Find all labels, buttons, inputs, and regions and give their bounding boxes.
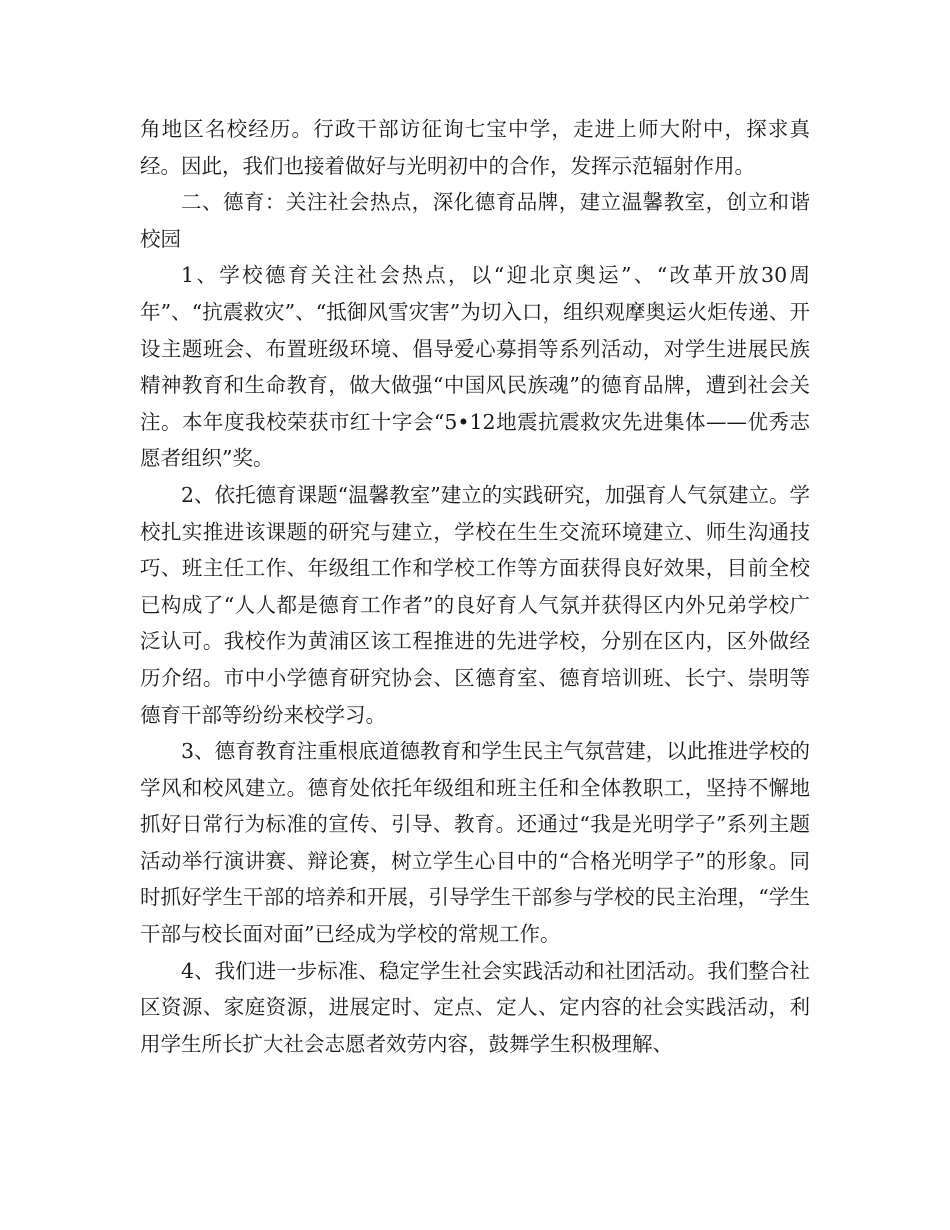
document-body <box>140 111 810 1062</box>
section-heading-moral-education: 二、德育：关注社会热点，深化德育品牌，建立温馨教室，创立和谐校园 <box>140 190 810 251</box>
paragraph-item-1: 1、学校德育关注社会热点，以“迎北京奥运”、“改革开放30周年”、“抗震救灾”、“抵御风雪灾害”为切入口，组织观摩奥运火炬传递、开设主题班会、布置班级环境、倡导爱心募捐等系列活动，对学生进展民族精神教育和生命教育，做大做强“中国风民族魂”的德育品牌，遭到社会关注。本年度我校荣获市红十字会“5•12地震抗震救灾先进集体——优秀志愿者组织”奖。 <box>140 263 810 471</box>
paragraph-item-2: 2、依托德育课题“温馨教室”建立的实践研究，加强育人气氛建立。学校扎实推进该课题的研究与建立，学校在生生交流环境建立、师生沟通技巧、班主任工作、年级组工作和学校工作等方面获得良好效果，目前全校已构成了“人人都是德育工作者”的良好育人气氛并获得区内外兄弟学校广泛认可。我校作为黄浦区该工程推进的先进学校，分别在区内，区外做经历介绍。市中小学德育研究协会、区德育室、德育培训班、长宁、崇明等德育干部等纷纷来校学习。 <box>140 482 810 727</box>
paragraph-item-3: 3、德育教育注重根底道德教育和学生民主气氛营建，以此推进学校的学风和校风建立。德育处依托年级组和班主任和全体教职工，坚持不懈地抓好日常行为标准的宣传、引导、教育。还通过“我是光明学子”系列主题活动举行演讲赛、辩论赛，树立学生心目中的“合格光明学子”的形象。同时抓好学生干部的培养和开展，引导学生干部参与学校的民主治理，“学生干部与校长面对面”已经成为学校的常规工作。 <box>140 739 810 947</box>
paragraph-item-4: 4、我们进一步标准、稳定学生社会实践活动和社团活动。我们整合社区资源、家庭资源，进展定时、定点、定人、定内容的社会实践活动，利用学生所长扩大社会志愿者效劳内容，鼓舞学生积极理解、 <box>140 958 810 1056</box>
paragraph-continuation: 角地区名校经历。行政干部访征询七宝中学，走进上师大附中，探求真经。因此，我们也接着做好与光明初中的合作，发挥示范辐射作用。 <box>140 117 810 178</box>
